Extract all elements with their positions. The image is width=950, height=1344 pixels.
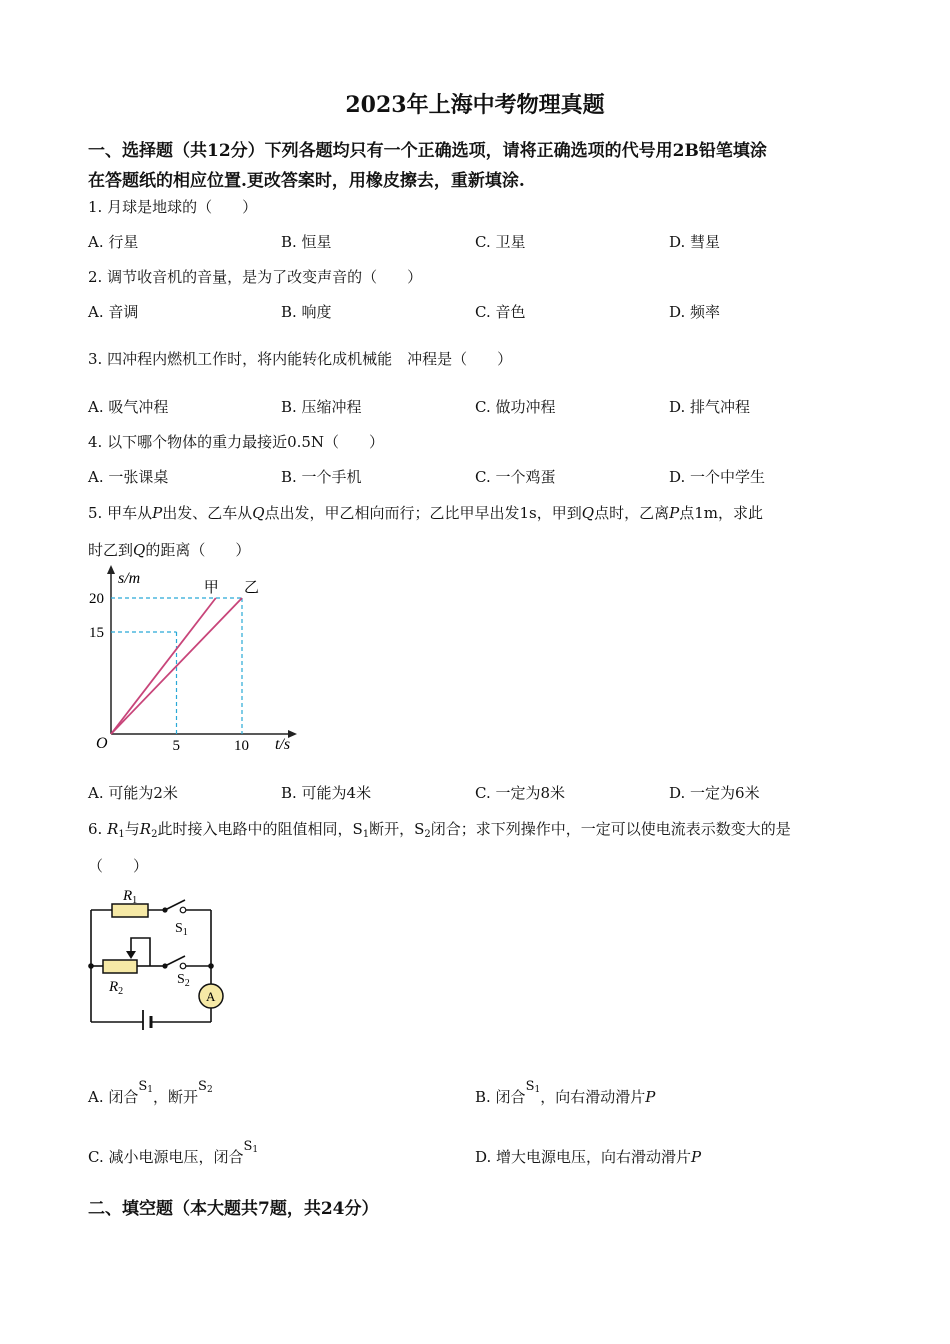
q6-option-a: A. 闭合$S_1$，断开$S_2$: [88, 1079, 213, 1106]
q3-option-a: A. 吸气冲程: [88, 398, 169, 416]
q1-option-b: B. 恒星: [281, 233, 332, 251]
r1-label: $R_1$: [123, 888, 138, 906]
section1-instructions-line2: 在答题纸的相应位置.更改答案时，用橡皮擦去，重新填涂.: [88, 171, 525, 191]
x-axis-label: t/s: [275, 736, 291, 753]
question-1-stem: 1. 月球是地球的（ ）: [88, 198, 258, 216]
resistor-r2: [103, 960, 137, 973]
q5-option-b: B. 可能为4米: [281, 784, 372, 802]
q3-option-c: C. 做功冲程: [475, 398, 556, 416]
question-6-stem-line2: （ ）: [88, 857, 149, 875]
q4-option-d: D. 一个中学生: [669, 468, 766, 486]
q6-option-c: C. 减小电源电压，闭合$S_1$: [88, 1139, 259, 1166]
s1-label: $S_1$: [175, 921, 188, 938]
series-line-2: [111, 598, 242, 734]
q4-option-a: A. 一张课桌: [88, 468, 169, 486]
q4-option-c: C. 一个鸡蛋: [475, 468, 556, 486]
r2-label: $R_2$: [109, 979, 124, 997]
q5-option-c: C. 一定为8米: [475, 784, 566, 802]
circuit-diagram: [85, 880, 235, 1030]
q3-option-b: B. 压缩冲程: [281, 398, 362, 416]
st-graph: [88, 562, 303, 762]
q2-option-d: D. 频率: [669, 303, 721, 321]
question-2-stem: 2. 调节收音机的音量，是为了改变声音的（ ）: [88, 268, 423, 286]
section1-instructions-line1: 一、选择题（共12分）下列各题均只有一个正确选项，请将正确选项的代号用2B铅笔填涂: [88, 141, 767, 161]
q2-option-b: B. 响度: [281, 303, 332, 321]
y-axis-label: s/m: [118, 570, 141, 587]
question-3-stem: 3. 四冲程内燃机工作时，将内能转化成机械能 冲程是（ ）: [88, 350, 513, 368]
question-4-stem: 4. 以下哪个物体的重力最接近0.5N（ ）: [88, 433, 385, 451]
junction-left: [88, 963, 94, 969]
slider-arrow: [126, 951, 136, 959]
page-title: 2023年上海中考物理真题: [345, 92, 605, 118]
y-tick-15: 15: [89, 625, 104, 641]
question-5-stem-line2: 时乙到Q的距离（ ）: [88, 541, 251, 559]
s2-label: $S_2$: [177, 972, 190, 989]
q5-option-d: D. 一定为6米: [669, 784, 760, 802]
x-tick-5: 5: [172, 738, 180, 754]
y-tick-20: 20: [89, 591, 104, 607]
question-5-stem-line1: 5. 甲车从P出发、乙车从Q点出发，甲乙相向而行；乙比甲早出发1s，甲到Q点时，乙离P点1m，求此: [88, 504, 763, 522]
y-axis-arrow: [107, 565, 115, 574]
q2-option-a: A. 音调: [88, 303, 139, 321]
point-q: Q: [252, 504, 265, 522]
series-label-2: 乙: [244, 580, 260, 596]
q6-option-d: D. 增大电源电压，向右滑动滑片P: [475, 1148, 702, 1166]
q1-option-d: D. 彗星: [669, 233, 721, 251]
junction-right: [208, 963, 214, 969]
question-6-stem-line1: 6. $R_1$与$R_2$此时接入电路中的阻值相同，$S_1$断开，$S_2$闭合；求下列操作中，一定可以使电流表示数变大的是: [88, 820, 791, 840]
q6-option-b: B. 闭合$S_1$，向右滑动滑片P: [475, 1079, 656, 1106]
series-line-1: [111, 598, 216, 734]
series-label-1: 甲: [203, 580, 219, 596]
q4-option-b: B. 一个手机: [281, 468, 362, 486]
svg-text:A: A: [206, 989, 216, 1004]
q1-option-c: C. 卫星: [475, 233, 526, 251]
q1-option-a: A. 行星: [88, 233, 139, 251]
x-tick-10: 10: [234, 738, 249, 754]
point-p: P: [152, 504, 163, 522]
origin-label: O: [96, 735, 108, 752]
q3-option-d: D. 排气冲程: [669, 398, 751, 416]
section2-heading: 二、填空题（本大题共7题，共24分）: [88, 1199, 379, 1219]
resistor-r1: [112, 904, 148, 917]
q2-option-c: C. 音色: [475, 303, 526, 321]
q5-option-a: A. 可能为2米: [88, 784, 178, 802]
